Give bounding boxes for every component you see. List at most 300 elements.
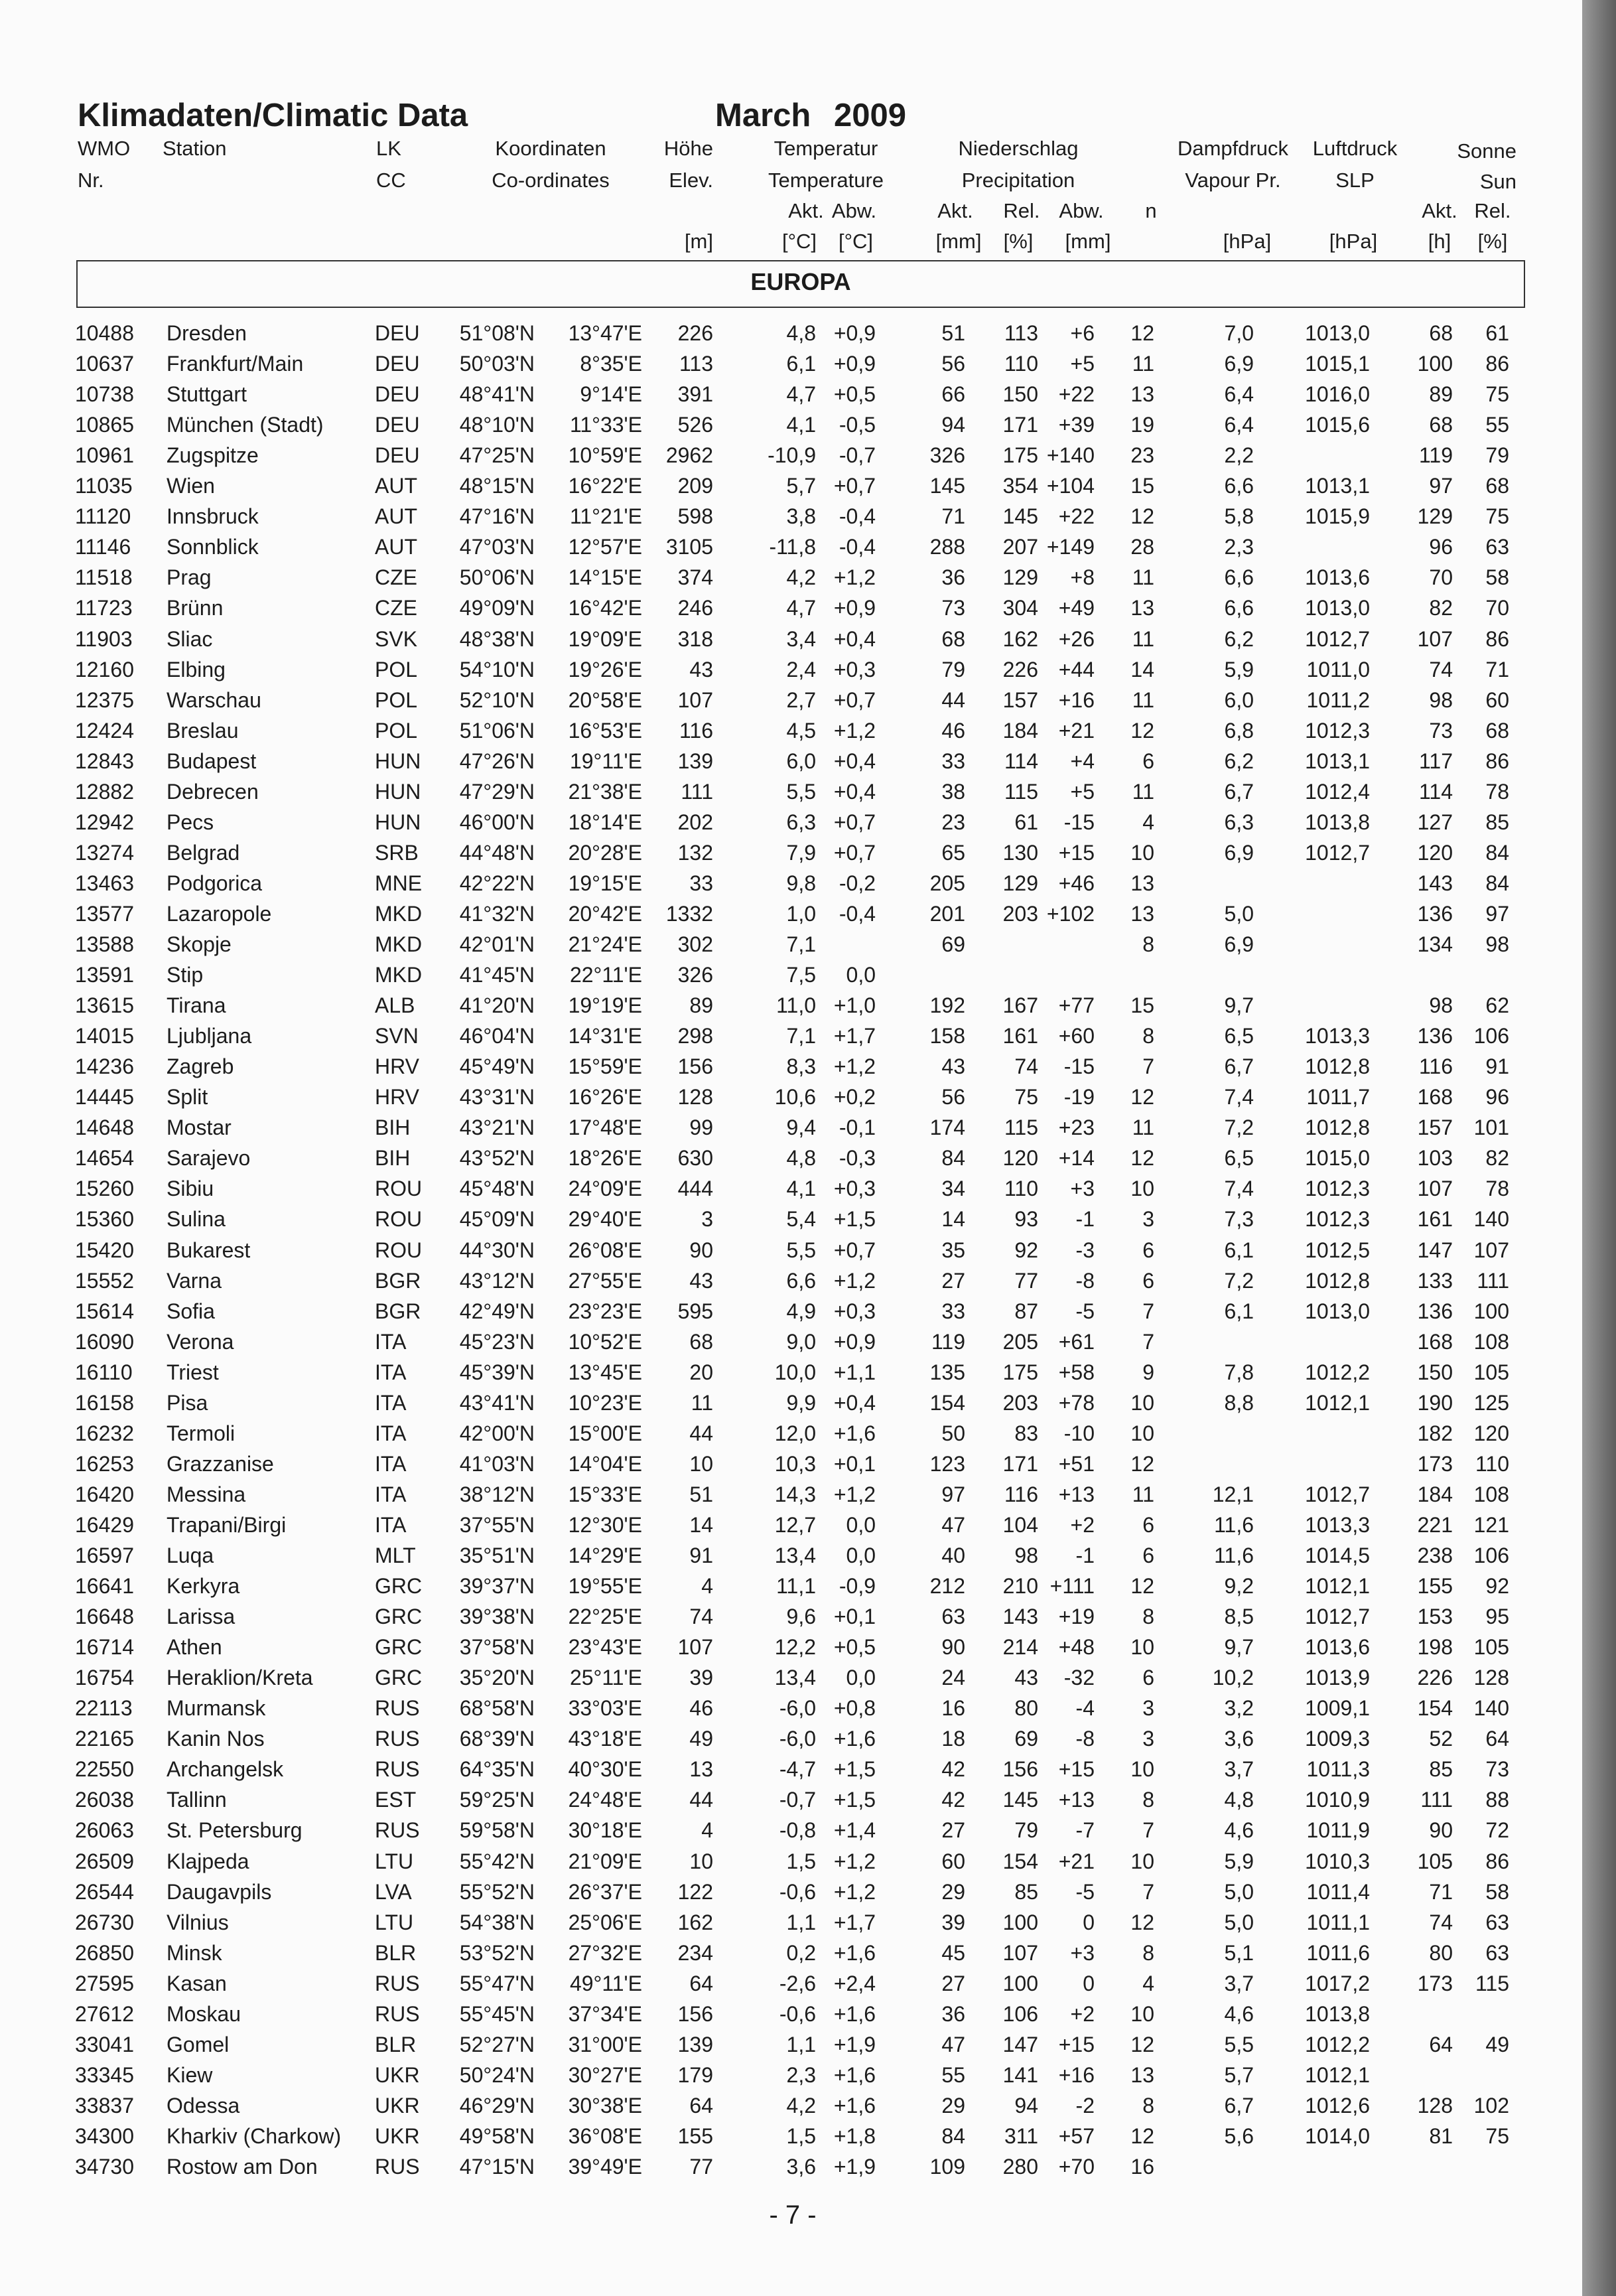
cell-station: Split: [167, 1085, 208, 1110]
cell-t: 10,3: [774, 1451, 816, 1476]
cell-station: Innsbruck: [167, 504, 259, 529]
cell-wmo: 16714: [75, 1635, 134, 1660]
cell-ta: +0,7: [833, 1238, 876, 1262]
cell-station: Moskau: [167, 2001, 241, 2026]
cell-lon: 26°08'E: [568, 1238, 642, 1262]
cell-pr: 280: [1002, 2155, 1038, 2179]
cell-slp: 1014,0: [1305, 2123, 1370, 2148]
cell-pa: +16: [1058, 2062, 1095, 2087]
table-row: [0, 1666, 1582, 1696]
cell-p: 69: [941, 932, 965, 956]
cell-sun: 81: [1429, 2123, 1453, 2148]
cell-lon: 27°55'E: [568, 1268, 642, 1293]
cell-sun: 105: [1417, 1849, 1453, 1873]
cell-cc: HRV: [375, 1054, 419, 1079]
month-label: March: [715, 98, 811, 133]
table-row: [0, 902, 1582, 932]
cell-station: Sarajevo: [167, 1146, 251, 1171]
cell-elev: 74: [689, 1605, 713, 1629]
cell-p: 42: [941, 1757, 965, 1782]
cell-lat: 39°38'N: [459, 1605, 535, 1629]
cell-vp: 6,4: [1224, 382, 1254, 407]
cell-station: Podgorica: [167, 871, 263, 895]
cell-t: 2,7: [786, 687, 816, 712]
table-row: [0, 871, 1582, 902]
cell-ta: +0,3: [833, 1299, 876, 1323]
cell-slp: 1012,1: [1305, 1574, 1370, 1599]
cell-elev: 10: [689, 1849, 713, 1873]
cell-station: Tallinn: [167, 1788, 227, 1812]
cell-pr: 110: [1004, 1177, 1038, 1201]
cell-cc: ITA: [375, 1512, 407, 1537]
cell-pa: -15: [1063, 810, 1095, 834]
cell-t: 1,5: [786, 2123, 816, 2148]
cell-lon: 19°15'E: [568, 871, 642, 895]
cell-lon: 39°49'E: [568, 2155, 642, 2179]
cell-cc: GRC: [375, 1666, 423, 1690]
cell-elev: 77: [689, 2155, 713, 2179]
cell-n: 13: [1130, 871, 1154, 895]
cell-sr: 96: [1485, 1085, 1509, 1110]
cell-pr: 150: [1002, 382, 1038, 407]
cell-sun: 107: [1417, 626, 1453, 651]
slp-unit: [hPa]: [1329, 230, 1378, 253]
cell-pr: 75: [1014, 1085, 1038, 1110]
cell-lon: 12°57'E: [568, 535, 642, 559]
cell-elev: 4: [701, 1574, 713, 1599]
cell-station: Bukarest: [167, 1238, 251, 1262]
cell-pa: +46: [1058, 871, 1095, 895]
cell-t: -0,8: [779, 1818, 816, 1843]
cell-ta: +1,6: [833, 2062, 876, 2087]
cell-slp: 1011,4: [1306, 1879, 1370, 1904]
cell-p: 40: [941, 1543, 965, 1567]
cell-station: Budapest: [167, 749, 257, 773]
cell-pa: +21: [1058, 718, 1095, 743]
page-title: Klimadaten/Climatic Data: [78, 98, 468, 133]
cell-pr: 110: [1004, 352, 1038, 376]
cell-sr: 111: [1477, 1268, 1509, 1293]
cell-elev: 13: [689, 1757, 713, 1782]
cell-slp: 1010,3: [1305, 1849, 1370, 1873]
cell-wmo: 26544: [75, 1879, 134, 1904]
cell-sun: 114: [1418, 779, 1453, 804]
cell-slp: 1010,9: [1305, 1788, 1370, 1812]
cell-sun: 52: [1429, 1727, 1453, 1751]
table-row: [0, 321, 1582, 352]
cell-slp: 1015,6: [1305, 413, 1370, 437]
cell-vp: 6,5: [1224, 1146, 1254, 1171]
cell-pa: +70: [1058, 2155, 1095, 2179]
vapour-header-en: Vapour Pr.: [1185, 169, 1281, 192]
cell-pa: -32: [1063, 1666, 1095, 1690]
cell-t: 4,5: [786, 718, 816, 743]
cell-pa: +13: [1058, 1788, 1095, 1812]
cell-wmo: 16232: [75, 1421, 134, 1445]
sun-header-en: Sun: [1479, 170, 1516, 193]
cell-sr: 72: [1485, 1818, 1509, 1843]
cell-p: 33: [941, 749, 965, 773]
precip-header: Niederschlag: [958, 137, 1079, 160]
cell-ta: +1,2: [833, 1268, 876, 1293]
cell-elev: 298: [677, 1024, 713, 1048]
cell-n: 6: [1142, 1268, 1154, 1293]
cell-p: 42: [941, 1788, 965, 1812]
cell-lon: 11°33'E: [569, 413, 642, 437]
cell-n: 12: [1130, 2032, 1154, 2056]
cell-t: -10,9: [768, 443, 816, 468]
cell-cc: ITA: [375, 1451, 407, 1476]
cell-n: 6: [1142, 749, 1154, 773]
cell-wmo: 12375: [75, 687, 134, 712]
cell-vp: 5,5: [1224, 2032, 1254, 2056]
cell-pr: 184: [1002, 718, 1038, 743]
cell-n: 8: [1142, 1940, 1154, 1965]
cell-cc: RUS: [375, 2155, 420, 2179]
cell-station: Murmansk: [167, 1696, 266, 1721]
cell-station: Triest: [167, 1360, 219, 1384]
elev-header-en: Elev.: [669, 169, 713, 192]
cell-vp: 6,2: [1224, 626, 1254, 651]
cell-elev: 11: [691, 1390, 713, 1415]
cell-ta: +0,1: [833, 1451, 876, 1476]
cell-sun: 198: [1417, 1635, 1453, 1660]
cell-sun: 85: [1429, 1757, 1453, 1782]
cell-t: 5,4: [786, 1207, 816, 1232]
cell-slp: 1011,6: [1306, 1940, 1370, 1965]
cell-wmo: 14445: [75, 1085, 134, 1110]
cell-pa: +14: [1058, 1146, 1095, 1171]
cell-vp: 6,2: [1224, 749, 1254, 773]
cell-sr: 78: [1485, 779, 1509, 804]
cell-station: Kharkiv (Charkow): [167, 2123, 342, 2148]
cell-station: Klajpeda: [167, 1849, 249, 1873]
cell-sr: 86: [1485, 352, 1509, 376]
cell-pr: 92: [1014, 1238, 1038, 1262]
cell-sun: 82: [1429, 596, 1453, 620]
cell-cc: MKD: [375, 963, 423, 987]
precip-n-header: n: [1145, 199, 1157, 222]
cell-lat: 55°42'N: [459, 1849, 535, 1873]
cell-p: 27: [941, 1971, 965, 1995]
sun-rel-unit: [%]: [1477, 230, 1508, 253]
cell-slp: 1013,1: [1305, 749, 1370, 773]
cell-ta: +1,8: [833, 2123, 876, 2148]
cell-pa: +5: [1070, 352, 1095, 376]
cell-sun: 238: [1417, 1543, 1453, 1567]
cell-wmo: 15260: [75, 1177, 134, 1201]
cell-p: 56: [941, 1085, 965, 1110]
cell-slp: 1013,6: [1305, 565, 1370, 590]
cell-station: Zugspitze: [167, 443, 259, 468]
cell-pa: 0: [1083, 1910, 1095, 1934]
cell-wmo: 16420: [75, 1482, 134, 1506]
cell-pr: 100: [1002, 1910, 1038, 1934]
cell-lon: 14°15'E: [568, 565, 642, 590]
cell-cc: HUN: [375, 779, 421, 804]
cell-p: 46: [941, 718, 965, 743]
cell-lon: 14°31'E: [568, 1024, 642, 1048]
cell-lat: 45°39'N: [459, 1360, 535, 1384]
cell-elev: 3: [701, 1207, 713, 1232]
cell-ta: +0,4: [833, 749, 876, 773]
cell-station: Skopje: [167, 932, 232, 956]
cell-elev: 122: [677, 1879, 713, 1904]
cell-lat: 50°24'N: [459, 2062, 535, 2087]
cell-wmo: 13588: [75, 932, 134, 956]
cell-slp: 1012,8: [1305, 1268, 1370, 1293]
cell-pr: 145: [1002, 504, 1038, 529]
precip-akt-header: Akt.: [937, 199, 973, 222]
table-row: [0, 1818, 1582, 1849]
cell-elev: 113: [679, 352, 713, 376]
cell-slp: 1012,3: [1305, 1207, 1370, 1232]
cell-ta: +0,9: [833, 1329, 876, 1354]
cell-pa: -1: [1075, 1543, 1095, 1567]
cell-wmo: 22113: [75, 1696, 133, 1721]
cell-sun: 168: [1417, 1085, 1453, 1110]
cell-p: 135: [929, 1360, 965, 1384]
cell-n: 12: [1130, 718, 1154, 743]
cell-pa: +39: [1058, 413, 1095, 437]
cell-cc: GRC: [375, 1605, 423, 1629]
cell-station: Prag: [167, 565, 212, 590]
cell-vp: 11,6: [1214, 1512, 1254, 1537]
cell-elev: 246: [677, 596, 713, 620]
cell-lat: 48°38'N: [459, 626, 535, 651]
cell-t: 4,2: [786, 2093, 816, 2117]
cell-pr: 311: [1004, 2123, 1038, 2148]
cell-ta: +0,9: [833, 596, 876, 620]
table-row: [0, 2124, 1582, 2155]
cell-sun: 133: [1417, 1268, 1453, 1293]
table-row: [0, 535, 1582, 565]
lk-header: LK: [376, 137, 401, 160]
cell-ta: +1,2: [833, 718, 876, 743]
cell-n: 3: [1142, 1207, 1154, 1232]
cell-station: Sliac: [167, 626, 213, 651]
cell-elev: 162: [677, 1910, 713, 1934]
cell-pa: +149: [1046, 535, 1095, 559]
cell-station: Kerkyra: [167, 1574, 240, 1599]
cell-station: Vilnius: [167, 1910, 229, 1934]
cell-ta: +0,7: [833, 840, 876, 865]
cell-station: Debrecen: [167, 779, 259, 804]
cell-sun: 97: [1429, 474, 1453, 498]
cell-lat: 43°52'N: [459, 1146, 535, 1171]
cell-sr: 86: [1485, 626, 1509, 651]
cell-lat: 51°06'N: [459, 718, 535, 743]
cell-sr: 70: [1485, 596, 1509, 620]
cell-lon: 24°48'E: [568, 1788, 642, 1812]
cell-lat: 45°09'N: [459, 1207, 535, 1232]
cell-station: Sulina: [167, 1207, 226, 1232]
cell-wmo: 10637: [75, 352, 134, 376]
cell-sr: 88: [1485, 1788, 1509, 1812]
cell-wmo: 16158: [75, 1390, 134, 1415]
cell-p: 63: [941, 1605, 965, 1629]
cell-pa: -5: [1075, 1879, 1095, 1904]
cell-pr: 175: [1002, 443, 1038, 468]
cell-lat: 64°35'N: [459, 1757, 535, 1782]
cell-ta: 0,0: [846, 963, 876, 987]
elev-header: Höhe: [663, 137, 713, 160]
cell-ta: +0,7: [833, 687, 876, 712]
cell-sr: 62: [1485, 993, 1509, 1018]
cell-t: 1,0: [786, 901, 816, 926]
cell-slp: 1012,7: [1305, 1605, 1370, 1629]
cell-vp: 5,0: [1224, 1879, 1254, 1904]
cell-t: 10,0: [774, 1360, 816, 1384]
cell-vp: 6,1: [1224, 1299, 1254, 1323]
cell-cc: ROU: [375, 1207, 423, 1232]
cell-vp: 6,9: [1224, 352, 1254, 376]
cell-vp: 7,2: [1224, 1268, 1254, 1293]
cell-slp: 1012,2: [1305, 1360, 1370, 1384]
cell-pr: 167: [1002, 993, 1038, 1018]
cell-sun: 184: [1417, 1482, 1453, 1506]
cell-vp: 7,8: [1224, 1360, 1254, 1384]
cell-pr: 129: [1002, 871, 1038, 895]
cell-vp: 4,8: [1224, 1788, 1254, 1812]
cell-pr: 226: [1002, 657, 1038, 682]
table-row: [0, 688, 1582, 719]
cell-sun: 221: [1417, 1512, 1453, 1537]
cell-elev: 43: [689, 1268, 713, 1293]
cell-station: Odessa: [167, 2093, 240, 2117]
cell-sr: 100: [1473, 1299, 1509, 1323]
cell-slp: 1012,1: [1305, 2062, 1370, 2087]
cell-station: Breslau: [167, 718, 239, 743]
cell-elev: 4: [701, 1818, 713, 1843]
table-row: [0, 443, 1582, 474]
cell-wmo: 12843: [75, 749, 134, 773]
cell-sun: 153: [1417, 1605, 1453, 1629]
cell-p: 158: [929, 1024, 965, 1048]
cell-wmo: 13577: [75, 901, 134, 926]
cell-slp: 1012,7: [1305, 626, 1370, 651]
cell-lat: 42°00'N: [459, 1421, 535, 1445]
cell-pa: +78: [1058, 1390, 1095, 1415]
precip-abw-unit: [mm]: [1065, 230, 1111, 253]
cell-lat: 41°45'N: [459, 963, 535, 987]
cell-slp: 1013,6: [1305, 1635, 1370, 1660]
cell-slp: 1013,0: [1305, 321, 1370, 345]
cell-cc: UKR: [375, 2062, 420, 2087]
cell-lat: 46°04'N: [459, 1024, 535, 1048]
cell-pa: +16: [1058, 687, 1095, 712]
cell-t: 13,4: [774, 1666, 816, 1690]
cell-cc: UKR: [375, 2123, 420, 2148]
cell-ta: +1,5: [833, 1207, 876, 1232]
cell-sr: 128: [1473, 1666, 1509, 1690]
cell-cc: LTU: [375, 1910, 414, 1934]
table-row: [0, 1054, 1582, 1085]
cell-pa: +49: [1058, 596, 1095, 620]
cell-ta: +1,1: [833, 1360, 876, 1384]
cell-t: 10,6: [774, 1085, 816, 1110]
cell-sun: 226: [1417, 1666, 1453, 1690]
cell-slp: 1012,3: [1305, 718, 1370, 743]
table-row: [0, 504, 1582, 535]
cell-wmo: 16641: [75, 1574, 134, 1599]
cell-sun: 116: [1418, 1054, 1453, 1079]
cell-lon: 13°47'E: [568, 321, 642, 345]
cell-ta: +0,8: [833, 1696, 876, 1721]
cell-vp: 6,9: [1224, 840, 1254, 865]
cell-lon: 16°42'E: [568, 596, 642, 620]
precip-unit: [mm]: [935, 230, 982, 253]
temp-akt-header: Akt.: [788, 199, 824, 222]
cell-n: 16: [1130, 2155, 1154, 2179]
cell-vp: 5,8: [1224, 504, 1254, 529]
table-row: [0, 1421, 1582, 1452]
cell-ta: +1,6: [833, 1727, 876, 1751]
cell-pr: 107: [1002, 1940, 1038, 1965]
cell-t: 9,6: [786, 1605, 816, 1629]
cell-cc: DEU: [375, 321, 420, 345]
cell-p: 35: [941, 1238, 965, 1262]
cell-station: Ljubljana: [167, 1024, 252, 1048]
cell-n: 10: [1130, 1421, 1154, 1445]
cell-sr: 140: [1473, 1696, 1509, 1721]
cell-ta: -0,2: [839, 871, 876, 895]
cell-sun: 89: [1429, 382, 1453, 407]
cell-sr: 91: [1485, 1054, 1509, 1079]
cell-sr: 71: [1485, 657, 1509, 682]
cell-slp: 1009,1: [1305, 1696, 1370, 1721]
table-row: [0, 658, 1582, 688]
cell-wmo: 13274: [75, 840, 134, 865]
cell-cc: DEU: [375, 352, 420, 376]
table-row: [0, 1696, 1582, 1727]
cell-pr: 145: [1002, 1788, 1038, 1812]
cell-pa: +3: [1070, 1177, 1095, 1201]
cell-ta: +0,1: [833, 1605, 876, 1629]
cell-elev: 179: [677, 2062, 713, 2087]
cell-t: 5,7: [786, 474, 816, 498]
cell-p: 27: [941, 1268, 965, 1293]
cell-t: 1,5: [786, 1849, 816, 1873]
cell-sr: 108: [1473, 1482, 1509, 1506]
cell-elev: 202: [677, 810, 713, 834]
precip-rel-unit: [%]: [1003, 230, 1034, 253]
cell-lat: 50°03'N: [459, 352, 535, 376]
cell-vp: 7,3: [1224, 1207, 1254, 1232]
cell-n: 11: [1132, 687, 1154, 712]
cell-pr: 203: [1002, 901, 1038, 926]
cell-lon: 11°21'E: [569, 504, 642, 529]
cell-p: 33: [941, 1299, 965, 1323]
cell-n: 13: [1130, 596, 1154, 620]
cell-pr: 98: [1014, 1543, 1038, 1567]
cell-pr: 79: [1014, 1818, 1038, 1843]
cell-vp: 6,6: [1224, 565, 1254, 590]
cell-station: Trapani/Birgi: [167, 1512, 287, 1537]
cell-vp: 4,6: [1224, 1818, 1254, 1843]
cell-lat: 51°08'N: [459, 321, 535, 345]
table-row: [0, 565, 1582, 596]
cell-cc: BGR: [375, 1268, 421, 1293]
cell-sr: 95: [1485, 1605, 1509, 1629]
cell-vp: 5,9: [1224, 657, 1254, 682]
cell-pr: 115: [1004, 1115, 1038, 1140]
cell-cc: SRB: [375, 840, 419, 865]
cell-elev: 595: [677, 1299, 713, 1323]
cell-vp: 5,1: [1224, 1940, 1254, 1965]
cell-lon: 16°26'E: [568, 1085, 642, 1110]
cell-t: 4,9: [786, 1299, 816, 1323]
